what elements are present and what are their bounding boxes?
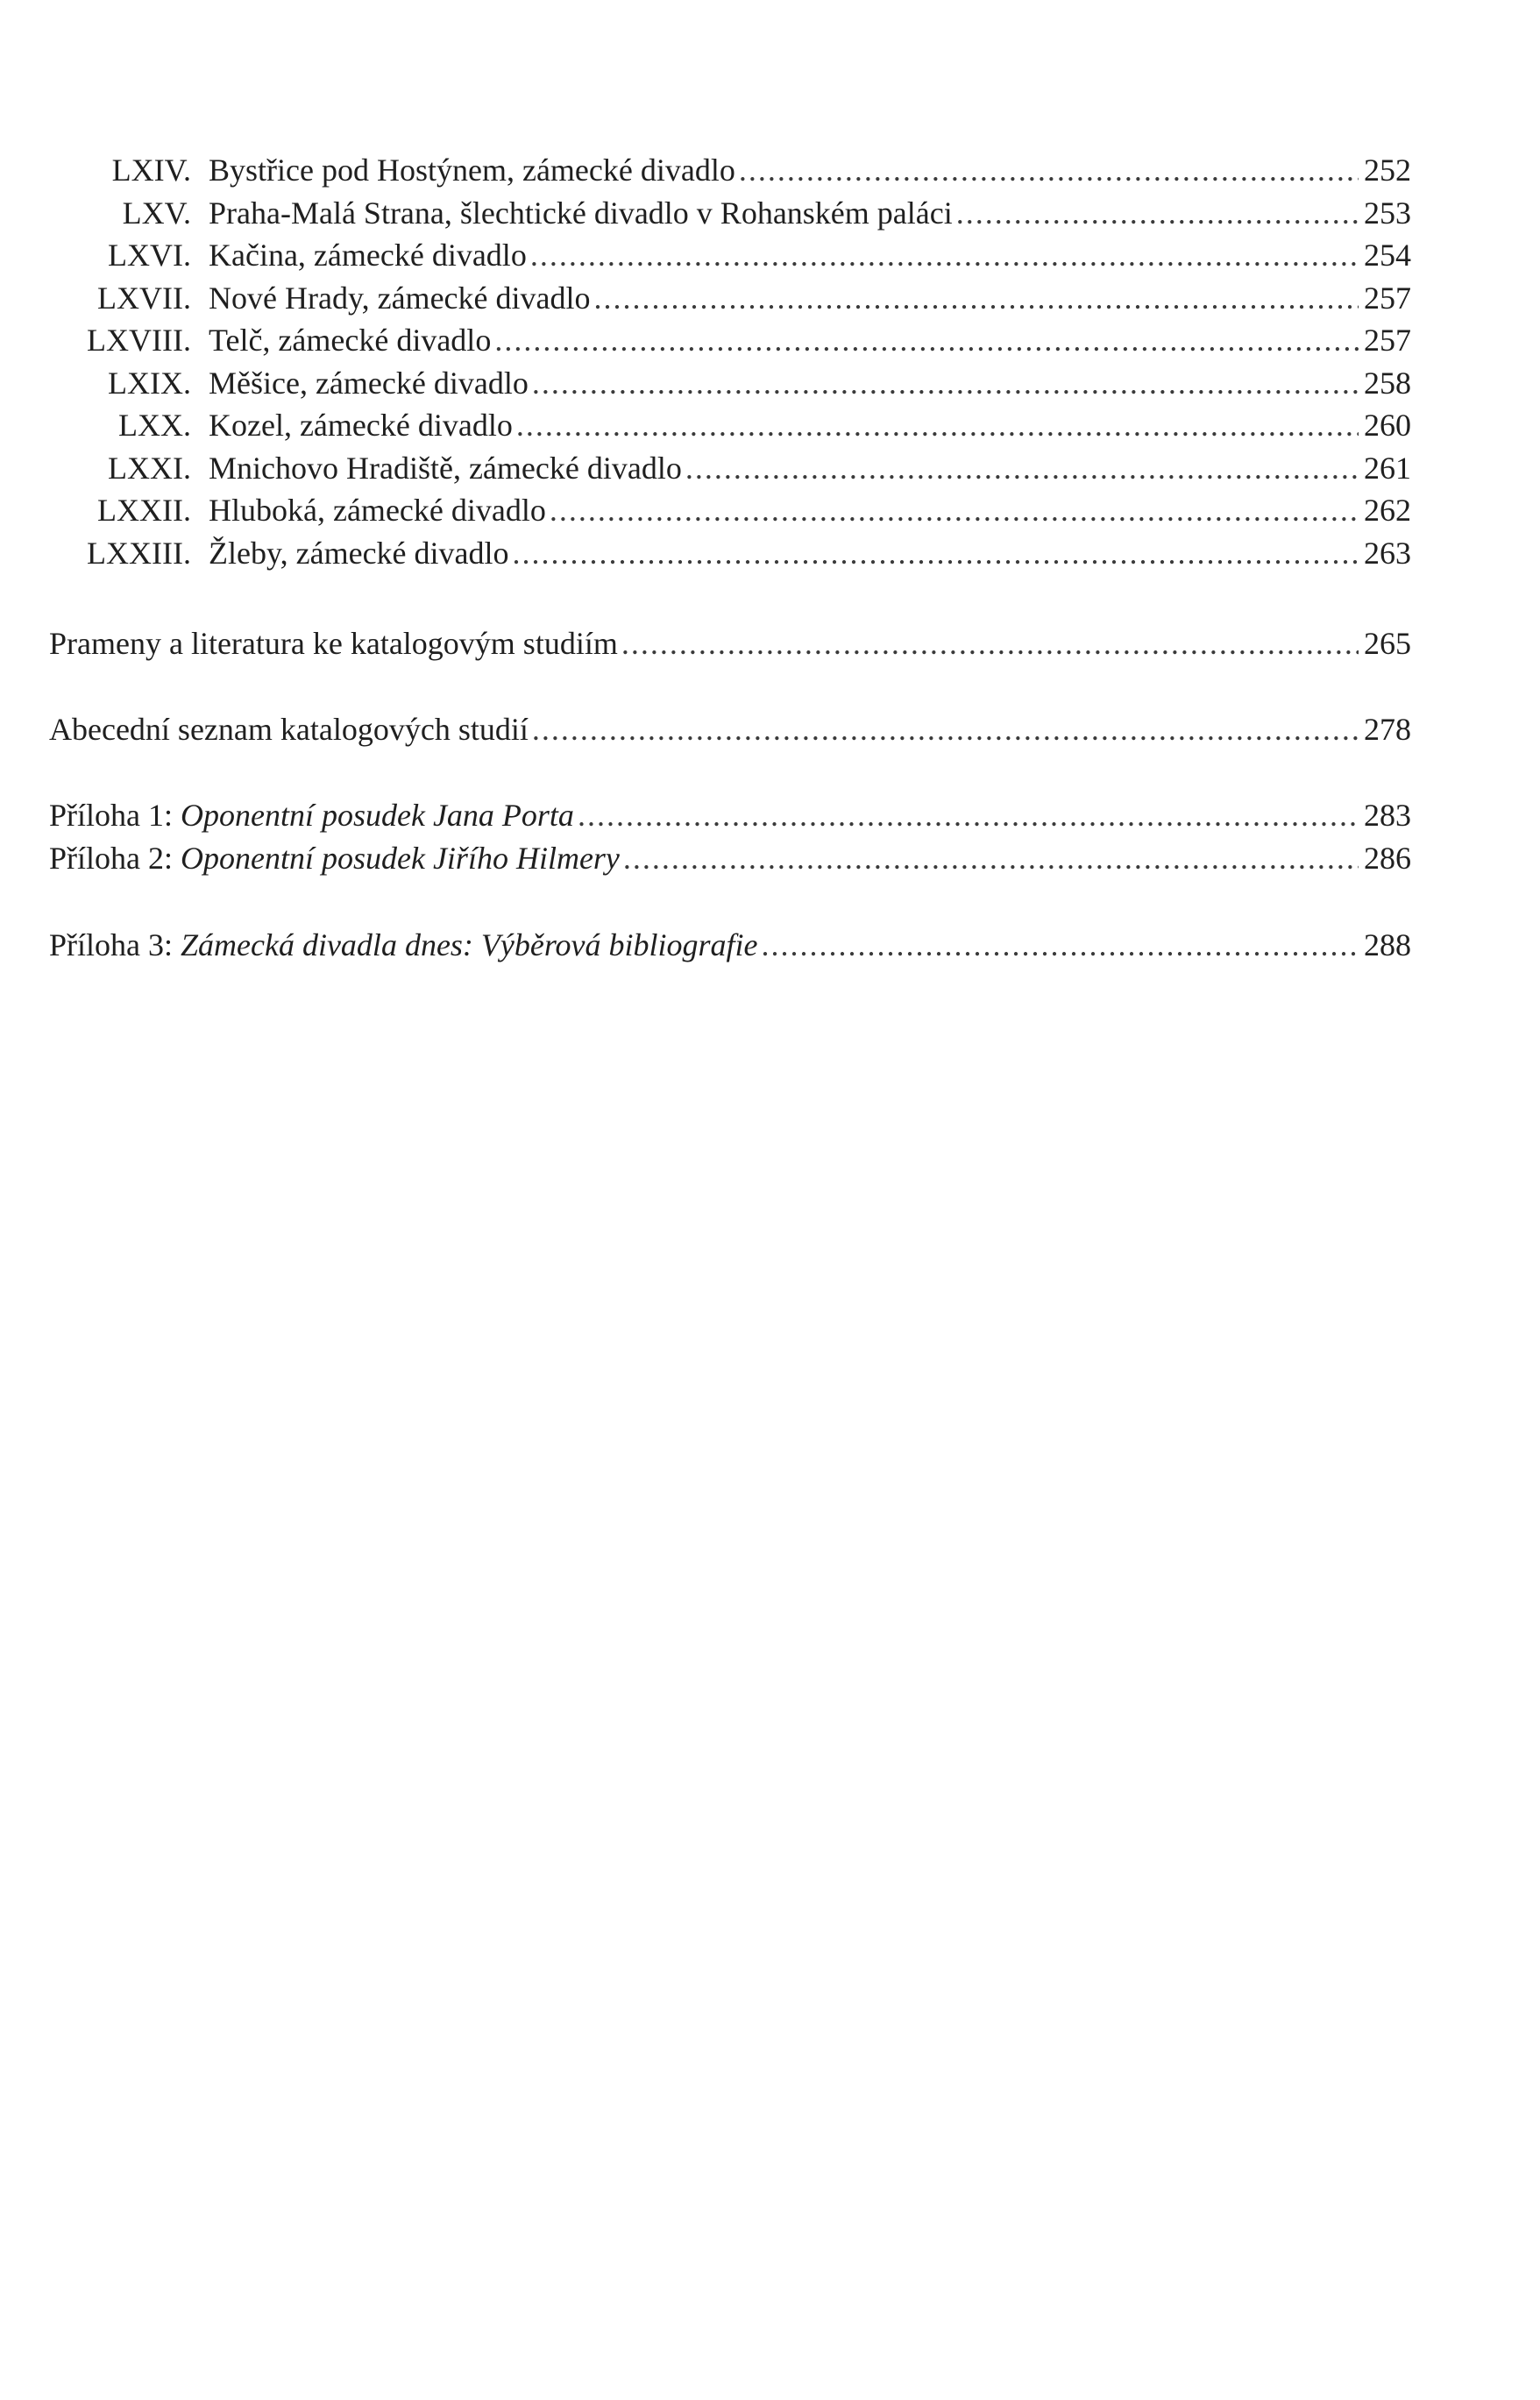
entry-number: LXXI.	[108, 450, 191, 486]
entry-number: LXVIII.	[87, 323, 191, 358]
entry-number: LXXIII.	[87, 535, 191, 571]
entry-title: Mnichovo Hradiště, zámecké divadlo	[209, 450, 682, 486]
dot-leader	[739, 149, 1359, 192]
toc-entry	[49, 489, 1411, 532]
toc-entry	[49, 149, 1411, 192]
entry-page: 260	[1364, 408, 1411, 443]
toc-entry	[49, 404, 1411, 447]
entry-page: 254	[1364, 238, 1411, 273]
entry-page: 263	[1364, 535, 1411, 571]
toc-entry	[49, 192, 1411, 235]
entry-title: Telč, zámecké divadlo	[209, 323, 492, 358]
appendix-title: Zámecká divadla dnes: Výběrová bibliografie	[181, 927, 758, 962]
entry-title: Kozel, zámecké divadlo	[209, 408, 513, 443]
dot-leader	[762, 924, 1359, 967]
entry-title: Bystřice pod Hostýnem, zámecké divadlo	[209, 153, 735, 188]
index-section	[49, 708, 1411, 751]
entry-number: LXVI.	[108, 238, 191, 273]
toc-entry	[49, 277, 1411, 320]
dot-leader	[623, 837, 1359, 880]
dot-leader	[530, 234, 1359, 277]
entry-title: Kačina, zámecké divadlo	[209, 238, 527, 273]
entry-title: Hluboká, zámecké divadlo	[209, 493, 546, 528]
dot-leader	[685, 447, 1359, 490]
entry-number: LXV.	[122, 195, 191, 231]
appendix-list	[49, 794, 1411, 879]
toc-entry	[49, 532, 1411, 575]
entry-number: LXX.	[118, 408, 191, 443]
toc-entry	[49, 447, 1411, 490]
entry-page: 261	[1364, 450, 1411, 486]
entry-title	[49, 837, 620, 880]
dot-leader	[513, 532, 1359, 575]
dot-leader	[593, 277, 1359, 320]
toc-entry-appendix	[49, 837, 1411, 880]
entry-title: Nové Hrady, zámecké divadlo	[209, 280, 591, 316]
entry-title	[49, 924, 758, 967]
dot-leader	[494, 319, 1359, 362]
appendix-3-section	[49, 924, 1411, 967]
toc-entry	[49, 319, 1411, 362]
dot-leader	[516, 404, 1359, 447]
appendix-title: Oponentní posudek Jiřího Hilmery	[181, 840, 620, 876]
entry-page: 262	[1364, 493, 1411, 528]
toc-entry-index	[49, 708, 1411, 751]
entry-page: 288	[1364, 927, 1411, 962]
appendix-title: Oponentní posudek Jana Porta	[181, 798, 574, 833]
sources-section	[49, 622, 1411, 665]
entry-page: 253	[1364, 195, 1411, 231]
entry-page: 286	[1364, 840, 1411, 876]
dot-leader	[550, 489, 1359, 532]
toc-entry-appendix	[49, 924, 1411, 967]
dot-leader	[621, 622, 1359, 665]
chapter-list	[49, 149, 1411, 574]
entry-page: 283	[1364, 798, 1411, 833]
entry-page: 257	[1364, 323, 1411, 358]
dot-leader	[956, 192, 1359, 235]
dot-leader	[532, 708, 1359, 751]
entry-title	[49, 794, 574, 837]
entry-page: 265	[1364, 626, 1411, 661]
entry-number: LXXII.	[97, 493, 191, 528]
toc-entry-appendix	[49, 794, 1411, 837]
appendix-prefix: Příloha 2:	[49, 840, 181, 876]
toc-entry	[49, 234, 1411, 277]
entry-title: Abecední seznam katalogových studií	[49, 712, 529, 747]
entry-title: Prameny a literatura ke katalogovým studiím	[49, 626, 618, 661]
entry-title: Měšice, zámecké divadlo	[209, 365, 529, 401]
entry-number: LXVII.	[97, 280, 191, 316]
entry-page: 252	[1364, 153, 1411, 188]
toc-entry	[49, 362, 1411, 405]
entry-page: 258	[1364, 365, 1411, 401]
entry-title: Praha-Malá Strana, šlechtické divadlo v Rohanském paláci	[209, 195, 953, 231]
entry-number: LXIV.	[111, 153, 191, 188]
appendix-prefix: Příloha 3:	[49, 927, 181, 962]
entry-page: 257	[1364, 280, 1411, 316]
appendix-prefix: Příloha 1:	[49, 798, 181, 833]
entry-title: Žleby, zámecké divadlo	[209, 535, 509, 571]
dot-leader	[578, 794, 1359, 837]
entry-number: LXIX.	[108, 365, 191, 401]
toc-entry-sources	[49, 622, 1411, 665]
entry-page: 278	[1364, 712, 1411, 747]
dot-leader	[532, 362, 1359, 405]
